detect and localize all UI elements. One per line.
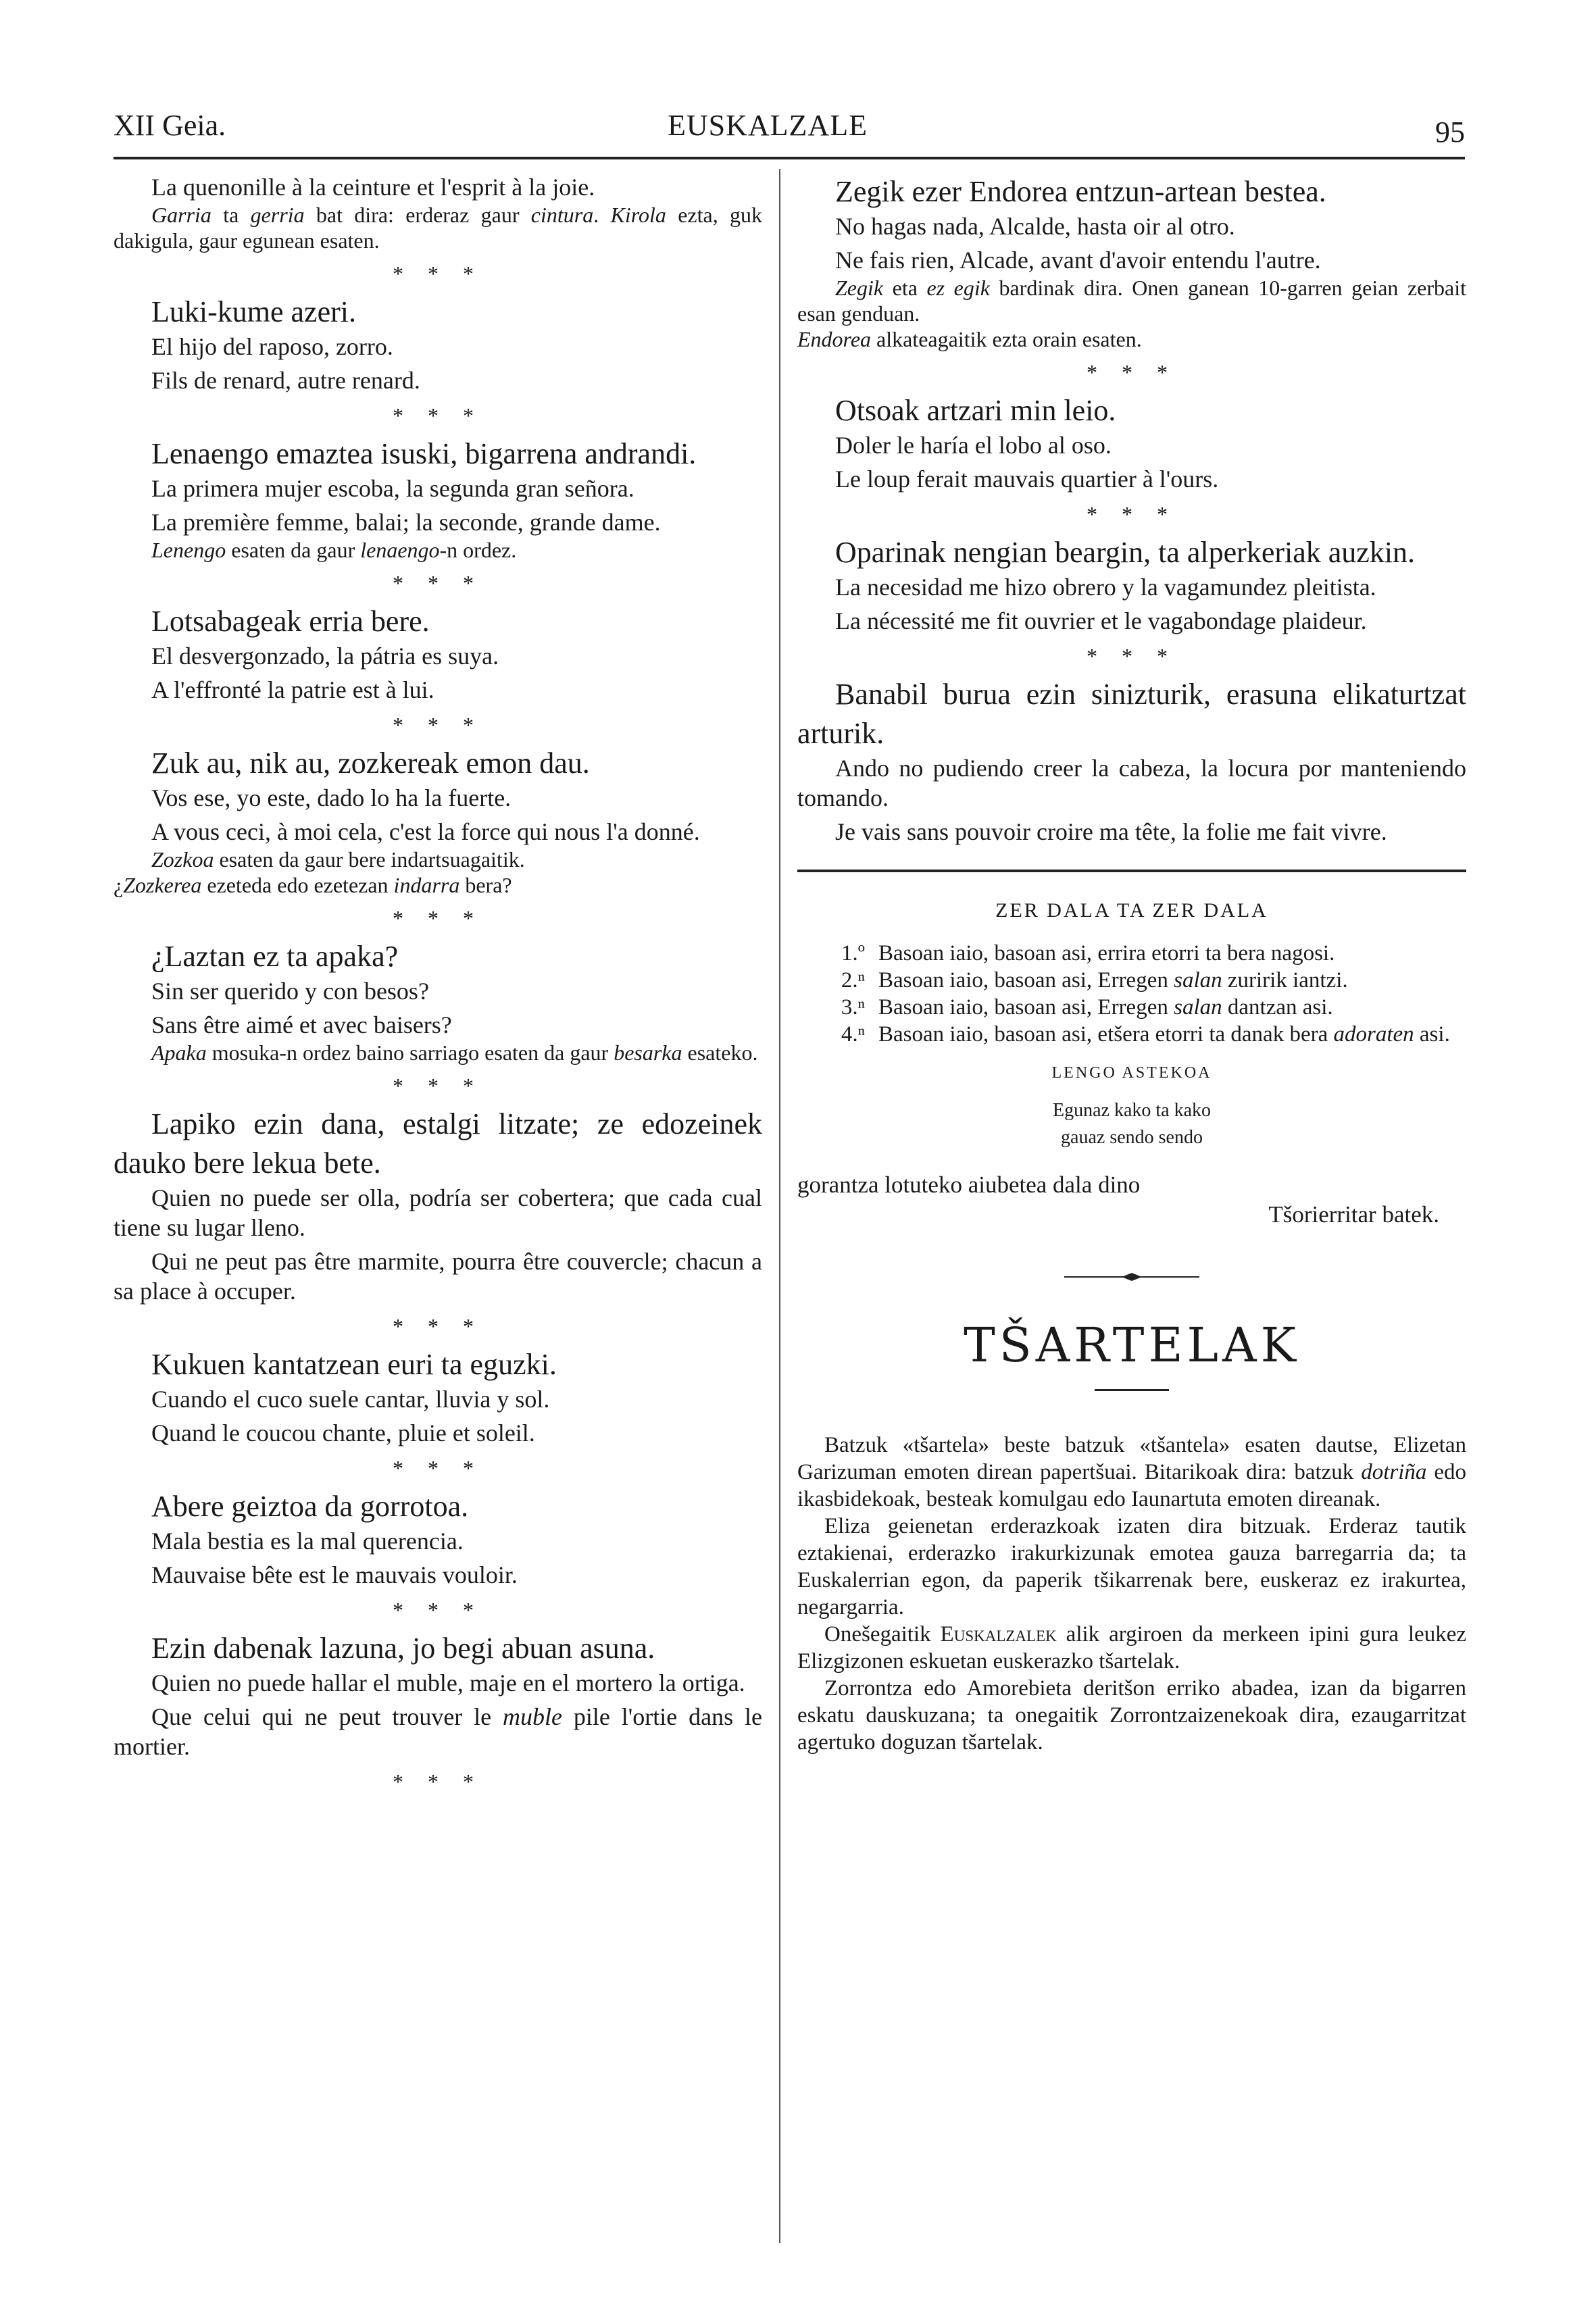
riddle-line: Egunaz kako ta kako	[1052, 1100, 1212, 1121]
translation: Mauvaise bête est le mauvais vouloir.	[151, 1561, 518, 1588]
editor-note: Apaka mosuka-n ordez baino sarriago esaten da gaur besarka esateko.	[151, 1040, 758, 1065]
proverb: Ezin dabenak lazuna, jo begi abuan asuna.	[151, 1632, 655, 1665]
proverb: Zuk au, nik au, zozkereak emon dau.	[151, 747, 590, 780]
translation: Mala bestia es la mal querencia.	[151, 1528, 464, 1555]
editor-note: Lenengo esaten da gaur lenaengo-n ordez.	[151, 538, 517, 562]
asterism: * * *	[1087, 502, 1177, 526]
riddle-number: 2.ⁿ	[841, 968, 865, 992]
editor-note: Zegik eta ez egik bardinak dira. Onen ganean 10-garren geian zerbait esan genduan. Endorea alkateagaitik ezta orain esaten.	[797, 276, 1466, 351]
asterism: * * *	[393, 1074, 483, 1098]
translation: Cuando el cuco suele cantar, lluvia y sol.	[151, 1386, 550, 1413]
proverb-entry	[797, 360, 1466, 494]
proverb-entry	[797, 172, 1466, 352]
proverb-entry	[114, 571, 762, 705]
proverb: Banabil burua ezin sinizturik, erasuna elikaturtzat arturik.	[797, 678, 1466, 750]
translation: Quand le coucou chante, pluie et soleil.	[151, 1419, 535, 1447]
asterism: * * *	[393, 906, 483, 930]
asterism: * * *	[393, 713, 483, 737]
translation: Doler le haría el lobo al oso.	[835, 432, 1112, 459]
riddle-text: Basoan iaio, basoan asi, Erregen salan dantzan asi.	[878, 995, 1333, 1020]
editor-note: Zozkoa esaten da gaur bere indartsuagaitik. ¿Zozkerea ezeteda edo ezetezan indarra bera?	[114, 847, 525, 897]
translation: La nécessité me fit ouvrier et le vagabondage plaideur.	[835, 607, 1367, 634]
proverb-entry	[114, 1314, 762, 1448]
right-column	[797, 172, 1466, 1756]
translation: Vos ese, yo este, dado lo ha la fuerte.	[151, 784, 512, 811]
proverb: Luki-kume azeri.	[151, 295, 356, 328]
proverbs-continued	[797, 172, 1466, 847]
issue-number: XII Geia.	[114, 109, 226, 142]
translation: Sans être aimé et avec baisers?	[151, 1011, 452, 1038]
zer-dala-title: ZER DALA TA ZER DALA	[995, 899, 1268, 922]
page-number: 95	[1435, 116, 1465, 149]
translation: Fils de renard, autre renard.	[151, 367, 420, 394]
translation: Le loup ferait mauvais quartier à l'ours.	[835, 466, 1219, 493]
riddle-text: Basoan iaio, basoan asi, Erregen salan zuririk iantzi.	[878, 968, 1348, 992]
asterism: * * *	[393, 1456, 483, 1480]
running-header	[114, 108, 1465, 155]
translation: Quien no puede ser olla, podría ser cobertera; que cada cual tiene su lugar lleno.	[114, 1184, 762, 1241]
asterism: * * *	[1087, 360, 1177, 384]
signature: Tšorierritar batek.	[1268, 1201, 1439, 1228]
translation: La première femme, balai; la seconde, grande dame.	[151, 509, 661, 536]
flourish-ornament	[1057, 1270, 1206, 1284]
proverb-entry	[114, 172, 762, 253]
riddle-number: 1.º	[841, 941, 865, 965]
translation: Qui ne peut pas être marmite, pourra être couvercle; chacun a sa place à occuper.	[114, 1248, 762, 1305]
column-divider	[779, 169, 780, 2243]
proverb-entry	[114, 1769, 762, 1794]
translation: Quien no puede hallar el muble, maje en el mortero la ortiga.	[151, 1669, 745, 1696]
zer-dala-section	[797, 899, 1466, 1230]
translation: Ando no pudiendo creer la cabeza, la locura por manteniendo tomando.	[797, 755, 1466, 811]
proverb-entry	[114, 1456, 762, 1590]
proverb: Lenaengo emaztea isuski, bigarrena andrandi.	[151, 437, 697, 470]
riddle-item	[797, 940, 1466, 967]
proverb-entry	[114, 1074, 762, 1306]
translation: La necesidad me hizo obrero y la vagamundez pleitista.	[835, 574, 1376, 601]
translation: No hagas nada, Alcalde, hasta oir al otro.	[835, 213, 1235, 240]
proverb-entry	[797, 644, 1466, 847]
riddle-item	[797, 1021, 1466, 1048]
header-rule	[114, 157, 1465, 159]
translation: La quenonille à la ceinture et l'esprit à la joie.	[151, 174, 595, 201]
tsartelak-title: TŠARTELAK	[964, 1317, 1300, 1373]
gorantza-line: gorantza lotuteko aiubetea dala dino	[797, 1172, 1141, 1198]
lengo-astekoa-heading: LENGO ASTEKOA	[1051, 1064, 1212, 1082]
riddle-line: gauaz sendo sendo	[1061, 1127, 1203, 1148]
proverb: Kukuen kantatzean euri ta eguzki.	[151, 1348, 557, 1381]
proverb: Otsoak artzari min leio.	[835, 394, 1116, 427]
left-column	[114, 172, 762, 1801]
riddle-number: 4.ⁿ	[841, 1022, 865, 1047]
title-rule	[1095, 1389, 1169, 1391]
translation: Sin ser querido y con besos?	[151, 978, 429, 1005]
asterism: * * *	[393, 1314, 483, 1338]
translation: Je vais sans pouvoir croire ma tête, la folie me fait vivre.	[835, 818, 1387, 845]
proverb: ¿Laztan ez ta apaka?	[151, 940, 399, 973]
tsartelak-body	[797, 1432, 1466, 1756]
section-rule	[797, 870, 1466, 872]
proverb-entry	[114, 1598, 762, 1761]
editor-note: Garria ta gerria bat dira: erderaz gaur cintura. Kirola ezta, guk dakigula, gaur egunean esaten.	[114, 203, 763, 253]
asterism: * * *	[393, 1769, 483, 1794]
asterism: * * *	[393, 261, 483, 286]
paragraph: Zorrontza edo Amorebieta deritšon erriko abadea, izan da bigarren eskatu dauskuzana; ta onegaitik Zorrontzaizenekoak dira, ezaugarritzat agertuko doguzan tšartelak.	[797, 1676, 1466, 1755]
translation: Ne fais rien, Alcade, avant d'avoir entendu l'autre.	[835, 247, 1321, 274]
proverb-entry	[114, 261, 762, 395]
journal-title: EUSKALZALE	[668, 109, 868, 142]
proverb-entry	[797, 502, 1466, 636]
proverb-entry	[114, 403, 762, 563]
proverb: Lotsabageak erria bere.	[151, 605, 430, 638]
translation: A vous ceci, à moi cela, c'est la force qui nous l'a donné.	[151, 818, 700, 845]
translation: La primera mujer escoba, la segunda gran señora.	[151, 475, 634, 502]
asterism: * * *	[393, 403, 483, 428]
paragraph: Eliza geienetan erderazkoak izaten dira bitzuak. Erderaz tautik eztakienai, erderazko irakurkizunak emotea gauza barregarria da; ta Euskalerrian egon, da paperik tšikarrenak bere, euskeraz ez irakurtea, negargarria.	[797, 1514, 1466, 1619]
paragraph: Onešegaitik Euskalzalek alik argiroen da merkeen ipini gura leukez Elizgizonen eskuetan euskerazko tšartelak.	[797, 1622, 1467, 1674]
proverb: Lapiko ezin dana, estalgi litzate; ze edozeinek dauko bere lekua bete.	[114, 1107, 762, 1180]
riddle-text: Basoan iaio, basoan asi, errira etorri ta bera nagosi.	[878, 941, 1335, 965]
riddle-list	[797, 940, 1466, 1048]
riddle-item	[797, 994, 1466, 1021]
riddle-number: 3.ⁿ	[841, 995, 865, 1020]
asterism: * * *	[393, 571, 483, 595]
translation: El hijo del raposo, zorro.	[151, 333, 393, 360]
translation: A l'effronté la patrie est à lui.	[151, 676, 434, 703]
proverb-entry	[114, 906, 762, 1065]
riddle-item	[797, 967, 1466, 994]
proverb: Oparinak nengian beargin, ta alperkeriak auzkin.	[835, 536, 1416, 569]
proverb-entry	[114, 713, 762, 898]
proverb: Abere geiztoa da gorrotoa.	[151, 1490, 469, 1523]
tsartelak-section	[797, 1317, 1466, 1756]
ornament-divider	[797, 1270, 1466, 1284]
translation: Que celui qui ne peut trouver le muble pile l'ortie dans le mortier.	[114, 1703, 762, 1760]
proverb: Zegik ezer Endorea entzun-artean bestea.	[835, 175, 1326, 208]
asterism: * * *	[1087, 644, 1177, 668]
riddle-text: Basoan iaio, basoan asi, etšera etorri ta danak bera adoraten asi.	[878, 1022, 1450, 1047]
paragraph: Batzuk «tšartela» beste batzuk «tšantela» esaten dautse, Elizetan Garizuman emoten direan papertšuai. Bitarikoak dira: batzuk dotriña edo ikasbidekoak, besteak komulgau edo Iaunartuta emoten direanak.	[797, 1433, 1466, 1511]
translation: El desvergonzado, la pátria es suya.	[151, 643, 499, 670]
asterism: * * *	[393, 1598, 483, 1622]
